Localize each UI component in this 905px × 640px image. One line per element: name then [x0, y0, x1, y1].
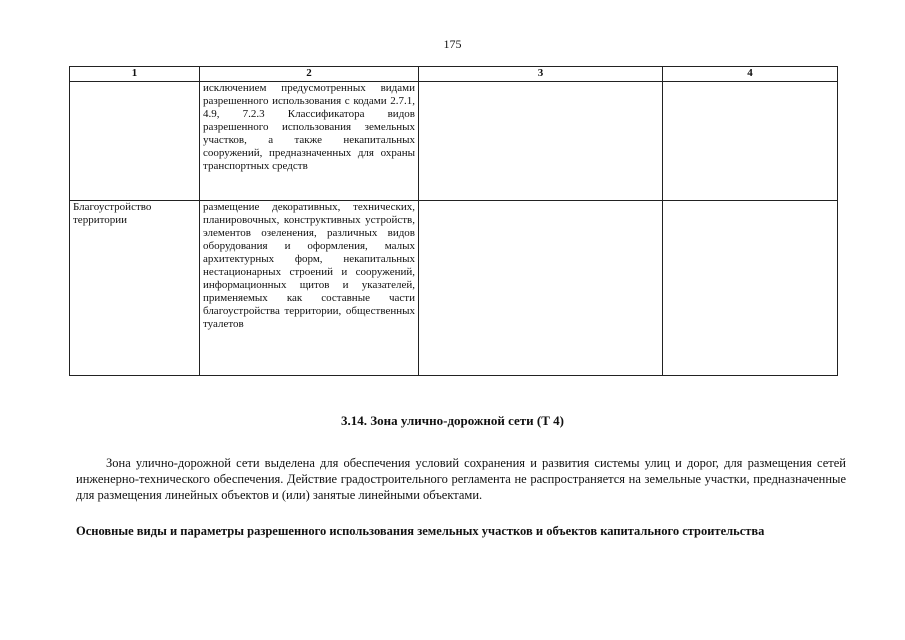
table-cell-description: исключением предусмотренных видами разрешенного использования с кодами 2.7.1, 4.9, 7.2.3 Классификатора видов разрешенного использования земельных участков, а также некапитальных сооружений, предназначенных для охраны транспортных средств — [200, 82, 419, 201]
table-row — [70, 82, 838, 201]
table-cell-use-name: Благоустройство территории — [70, 201, 200, 376]
table-cell-col3 — [419, 201, 663, 376]
table-header-cell: 2 — [200, 67, 419, 82]
table-cell-col3 — [419, 82, 663, 201]
regulation-table — [69, 66, 838, 376]
page-number: 175 — [443, 37, 462, 51]
body-paragraph: Зона улично-дорожной сети выделена для обеспечения условий сохранения и развития системы улиц и дорог, для размещения сетей инженерно-технического обеспечения. Действие градостроительного регламента не распространяется на земельные участки, предназначенные для размещения линейных объектов и (или) занятые линейными объектами. — [76, 456, 846, 502]
section-heading: 3.14. Зона улично-дорожной сети (Т 4) — [340, 413, 564, 428]
table-header-cell: 4 — [663, 67, 838, 82]
subsection-heading: Основные виды и параметры разрешенного использования земельных участков и объектов капитального строительства — [76, 524, 765, 538]
table-cell-use-name — [70, 82, 200, 201]
table-cell-description: размещение декоративных, технических, планировочных, конструктивных устройств, элементов озеленения, различных видов оборудования и оформления, малых архитектурных форм, некапитальных нестационарных строений и сооружений, информационных щитов и указателей, применяемых как составные части благоустройства территории, общественных туалетов — [200, 201, 419, 376]
table-header-row — [70, 67, 838, 82]
table-cell-col4 — [663, 201, 838, 376]
table-header-cell: 1 — [70, 67, 200, 82]
table-row — [70, 201, 838, 376]
table-header-cell: 3 — [419, 67, 663, 82]
table-cell-col4 — [663, 82, 838, 201]
